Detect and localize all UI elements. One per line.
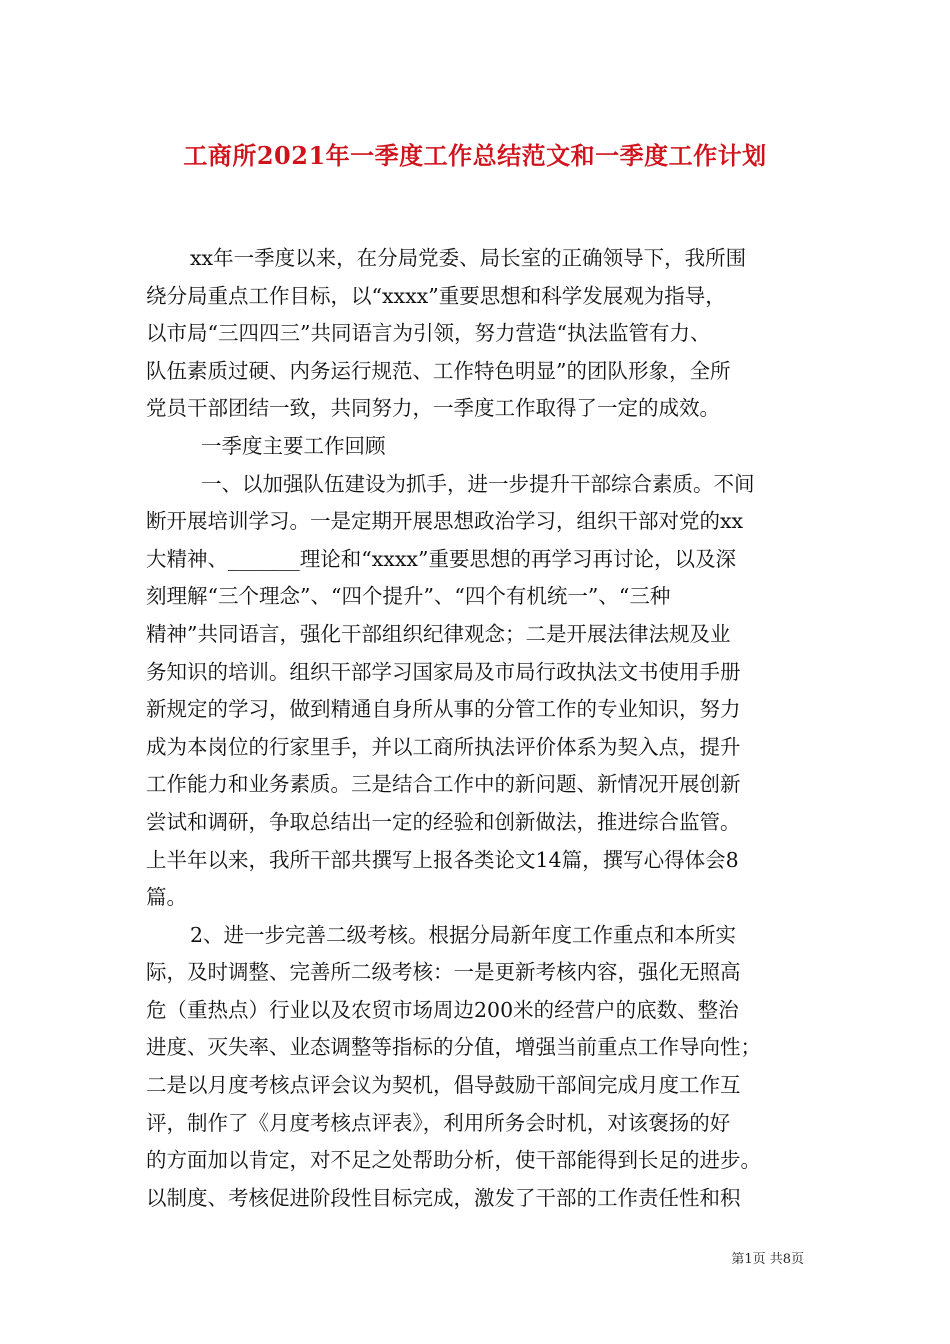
paragraph-line: 际，及时调整、完善所二级考核：一是更新考核内容，强化无照高 — [146, 960, 741, 985]
paragraph-line: 成为本岗位的行家里手，并以工商所执法评价体系为契入点，提升 — [146, 734, 741, 759]
paragraph-line: 2、进一步完善二级考核。根据分局新年度工作重点和本所实 — [190, 922, 737, 947]
paragraph-line: 精神”共同语言，强化干部组织纪律观念；二是开展法律法规及业 — [146, 621, 731, 646]
paragraph-line: 上半年以来，我所干部共撰写上报各类论文14篇，撰写心得体会8 — [146, 847, 739, 872]
paragraph-line: 党员干部团结一致，共同努力，一季度工作取得了一定的成效。 — [146, 396, 720, 421]
paragraph-line: 进度、灭失率、业态调整等指标的分值，增强当前重点工作导向性； — [146, 1035, 761, 1060]
paragraph-line: 篇。 — [146, 885, 187, 910]
paragraph-line: 大精神、_______理论和“xxxx”重要思想的再学习再讨论，以及深 — [146, 546, 736, 571]
paragraph-line: 新规定的学习，做到精通自身所从事的分管工作的专业知识，努力 — [146, 697, 741, 722]
paragraph-line: 以市局“三四四三”共同语言为引领，努力营造“执法监管有力、 — [146, 321, 711, 346]
page-number: 第1页 共8页 — [731, 1252, 804, 1267]
document-body — [146, 240, 810, 1217]
paragraph-line: 危（重热点）行业以及农贸市场周边200米的经营户的底数、整治 — [146, 997, 739, 1022]
paragraph-line: 一、以加强队伍建设为抓手，进一步提升干部综合素质。不间 — [201, 471, 755, 496]
paragraph-line: 队伍素质过硬、内务运行规范、工作特色明显”的团队形象，全所 — [146, 358, 731, 383]
paragraph-line: 绕分局重点工作目标，以“xxxx”重要思想和科学发展观为指导， — [146, 283, 726, 308]
paragraph-line: 务知识的培训。组织干部学习国家局及市局行政执法文书使用手册 — [146, 659, 741, 684]
paragraph-line: xx年一季度以来，在分局党委、局长室的正确领导下，我所围 — [190, 246, 747, 270]
paragraph-line: 二是以月度考核点评会议为契机，倡导鼓励干部间完成月度工作互 — [146, 1073, 741, 1098]
paragraph-line: 评，制作了《月度考核点评表》，利用所务会时机，对该褒扬的好 — [146, 1110, 731, 1135]
paragraph-line: 尝试和调研，争取总结出一定的经验和创新做法，推进综合监管。 — [146, 809, 741, 834]
paragraph-line: 以制度、考核促进阶段性目标完成，激发了干部的工作责任性和积 — [146, 1185, 741, 1210]
paragraph-line: 断开展培训学习。一是定期开展思想政治学习，组织干部对党的xx — [146, 509, 744, 534]
document-title: 工商所2021年一季度工作总结范文和一季度工作计划 — [183, 141, 767, 170]
paragraph-line: 工作能力和业务素质。三是结合工作中的新问题、新情况开展创新 — [146, 772, 741, 797]
section-heading: 一季度主要工作回顾 — [201, 433, 386, 458]
paragraph-line: 的方面加以肯定，对不足之处帮助分析，使干部能得到长足的进步。 — [146, 1148, 761, 1173]
paragraph-line: 刻理解“三个理念”、“四个提升”、“四个有机统一”、“三种 — [146, 584, 671, 609]
